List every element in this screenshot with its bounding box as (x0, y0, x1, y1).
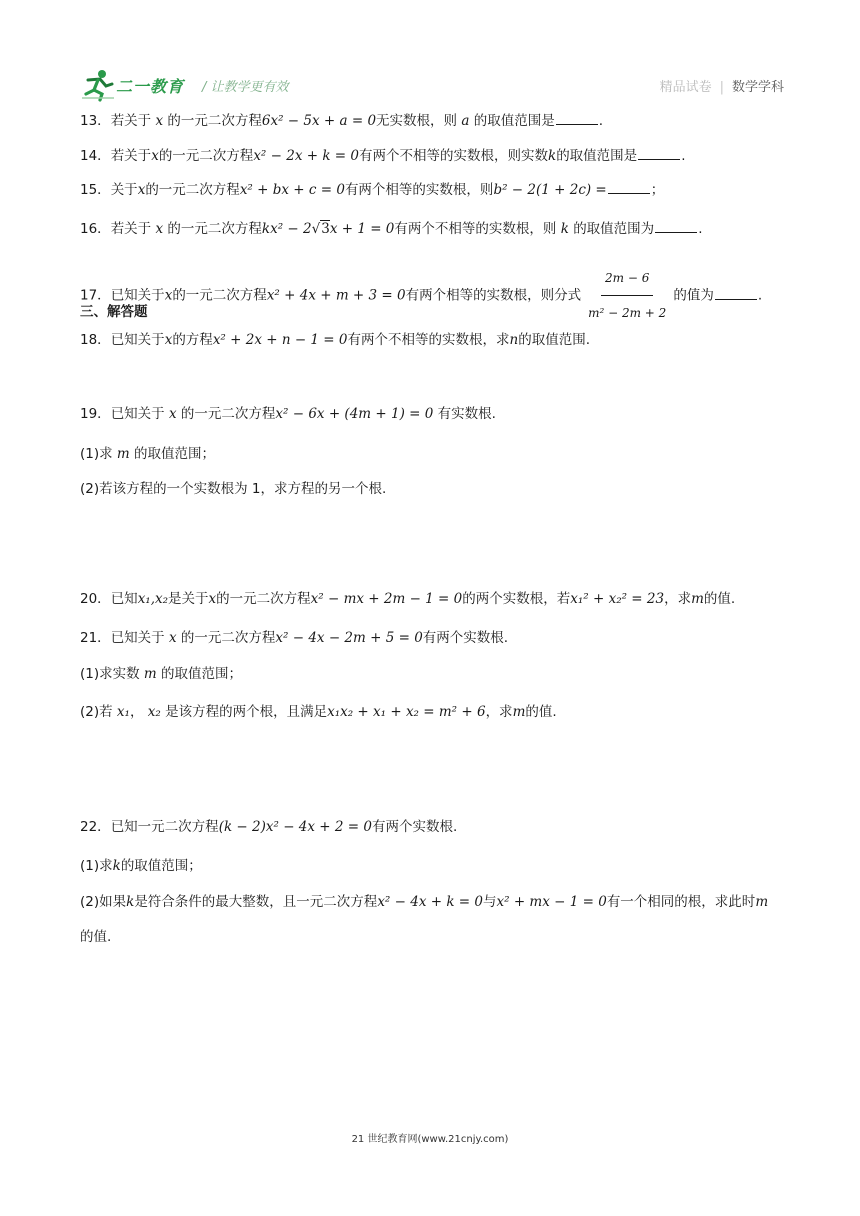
text: 的一元二次方程 (158, 148, 254, 164)
answer-blank (608, 181, 650, 194)
text: 若关于 (110, 113, 152, 129)
text: 有实数根. (437, 406, 496, 422)
equation: x² − 2x + k = 0 (253, 148, 359, 164)
question-number: 19． (80, 406, 111, 422)
math-var: x (208, 591, 217, 607)
text: 的取值范围； (134, 446, 216, 462)
question-19 (80, 405, 496, 423)
header-subject: 数学学科 (731, 80, 784, 95)
question-20 (80, 590, 735, 608)
math-var: x (164, 332, 173, 348)
slogan: / 让教学更有效 (202, 80, 289, 95)
math-var: k (112, 858, 121, 874)
text: 若关于 (110, 148, 152, 164)
question-19-part-1 (80, 445, 215, 463)
question-22-part-2 (80, 893, 768, 911)
math-var: m (512, 704, 526, 720)
text: 的取值范围. (518, 332, 590, 348)
text: 关于 (110, 182, 138, 198)
answer-blank (655, 220, 697, 233)
equation: 6x² − 5x + a = 0 (261, 113, 377, 129)
text: (2)若 (80, 704, 113, 720)
question-22 (80, 818, 457, 836)
question-number: 22． (80, 819, 111, 835)
question-number: 18． (80, 332, 111, 348)
text: 的一元二次方程 (167, 221, 262, 237)
equation: x² − 4x + k = 0 (377, 894, 483, 910)
text: . (698, 221, 703, 237)
math-var: x (168, 406, 177, 422)
page-footer: 21 世纪教育网(www.21cnjy.com) (351, 1134, 509, 1145)
question-number: 15． (80, 182, 111, 198)
math-var: m (143, 666, 157, 682)
math-var: x (151, 148, 159, 164)
text: 无实数根，则 (376, 113, 458, 129)
math-var: m (755, 894, 769, 910)
math-var: k (548, 148, 557, 164)
header-separator: | (719, 80, 724, 95)
text: 的一元二次方程 (180, 630, 276, 646)
text: 的取值范围为 (573, 221, 655, 237)
question-number: 21． (80, 630, 111, 646)
text: 的取值范围是 (473, 113, 555, 129)
text: 已知关于 (110, 406, 165, 422)
math-var: a (461, 113, 470, 129)
math-var: x (137, 182, 146, 198)
fraction-numerator: 2m − 6 (601, 262, 653, 296)
question-14 (80, 147, 685, 165)
text: . (757, 287, 763, 304)
text: ； (650, 182, 665, 198)
text: 若关于 (110, 221, 152, 237)
equation: x₁² + x₂² = 23 (570, 591, 665, 607)
math-var: x (164, 287, 173, 304)
question-22-part-2-cont: 的值. (80, 929, 112, 945)
text: 的两个实数根，若 (462, 591, 571, 607)
text: 的值为 (673, 287, 714, 304)
question-13 (80, 112, 603, 130)
equation-part: x + 1 = 0 (329, 221, 395, 237)
math-var: m (691, 591, 704, 607)
text: ， (129, 704, 144, 720)
text: 的值. (525, 704, 557, 720)
text: 的方程 (172, 332, 213, 348)
text: 有两个相等的实数根，则分式 (405, 287, 582, 304)
math-var: x (155, 221, 164, 237)
equation: x² − mx + 2m − 1 = 0 (310, 591, 463, 607)
question-19-part-2: (2)若该方程的一个实数根为 1，求方程的另一个根. (80, 481, 387, 497)
math-var: x (168, 630, 177, 646)
question-17 (80, 262, 762, 329)
header-label: 精品试卷 (659, 80, 712, 95)
logo (80, 68, 200, 102)
text: 已知关于 (110, 630, 165, 646)
text: 的取值范围是 (556, 148, 638, 164)
text: 的一元二次方程 (172, 287, 267, 304)
text: 已知 (110, 591, 138, 607)
text: 与 (483, 894, 497, 910)
equation: (k − 2)x² − 4x + 2 = 0 (218, 819, 372, 835)
text: 是符合条件的最大整数，且一元二次方程 (134, 894, 378, 910)
text: 是该方程的两个根，且满足 (165, 704, 328, 720)
question-18 (80, 331, 590, 349)
math-var: k (560, 221, 569, 237)
question-number: 13． (80, 113, 111, 129)
sqrt-radicand: 3 (321, 221, 330, 237)
text: 的取值范围； (161, 666, 243, 682)
runner-logo-icon (80, 68, 116, 102)
equation (262, 220, 395, 237)
equation: x² + mx − 1 = 0 (496, 894, 607, 910)
question-number: 20． (80, 591, 111, 607)
math-var: n (509, 332, 519, 348)
answer-blank (715, 287, 757, 300)
fraction (584, 262, 670, 329)
page-header (80, 68, 784, 106)
math-var: x₁,x₂ (137, 591, 169, 607)
header-right (660, 76, 784, 95)
equation: x² − 4x − 2m + 5 = 0 (275, 630, 423, 646)
logo-text: 二一教育 (116, 77, 185, 96)
sqrt-sign: √ (311, 221, 321, 237)
math-var: x₂ (147, 704, 161, 720)
question-number: 16． (80, 221, 111, 237)
text: 的值. (703, 591, 736, 607)
question-21 (80, 629, 508, 647)
equation: b² − 2(1 + 2c) = (493, 182, 607, 198)
question-15 (80, 181, 664, 199)
question-16 (80, 220, 702, 238)
text: 的一元二次方程 (167, 113, 262, 129)
section-heading: 三、解答题 (80, 304, 148, 320)
text: ，求 (664, 591, 692, 607)
question-22-part-1 (80, 857, 202, 875)
text: 有两个不相等的实数根，求 (347, 332, 510, 348)
math-var: m (116, 446, 130, 462)
text: 的一元二次方程 (180, 406, 276, 422)
equation: x² + bx + c = 0 (239, 182, 345, 198)
equation: x² + 2x + n − 1 = 0 (212, 332, 348, 348)
text: ，求 (485, 704, 513, 720)
text: 有两个不相等的实数根，则实数 (359, 148, 548, 164)
text: 有两个相等的实数根，则 (344, 182, 494, 198)
text: 已知一元二次方程 (110, 819, 219, 835)
text: 有一个相同的根，求此时 (606, 894, 756, 910)
question-number: 17． (80, 287, 111, 304)
text: 的取值范围； (120, 858, 202, 874)
equation-part: kx² − 2 (261, 221, 312, 237)
equation: x² − 6x + (4m + 1) = 0 (275, 406, 434, 422)
text: . (598, 113, 603, 129)
question-21-part-1 (80, 665, 242, 683)
text: 有两个实数根. (422, 630, 509, 646)
question-21-part-2 (80, 703, 557, 721)
text: 的一元二次方程 (145, 182, 240, 198)
text: 有两个不相等的实数根，则 (394, 221, 557, 237)
answer-blank (556, 112, 598, 125)
equation: x² + 4x + m + 3 = 0 (266, 287, 406, 304)
text: (1)求 (80, 446, 113, 462)
math-var: x₁ (116, 704, 130, 720)
answer-blank (638, 147, 680, 160)
text: (1)求实数 (80, 666, 140, 682)
text: (1)求 (80, 858, 113, 874)
fraction-denominator: m² − 2m + 2 (588, 306, 667, 320)
text: 的一元二次方程 (216, 591, 311, 607)
text: (2)如果 (80, 894, 127, 910)
text: 已知关于 (110, 287, 165, 304)
text: 有两个实数根. (371, 819, 458, 835)
text: 是关于 (168, 591, 209, 607)
text: 已知关于 (110, 332, 165, 348)
math-var: k (126, 894, 135, 910)
question-number: 14． (80, 148, 111, 164)
math-var: x (155, 113, 164, 129)
equation: x₁x₂ + x₁ + x₂ = m² + 6 (327, 704, 486, 720)
text: . (681, 148, 686, 164)
